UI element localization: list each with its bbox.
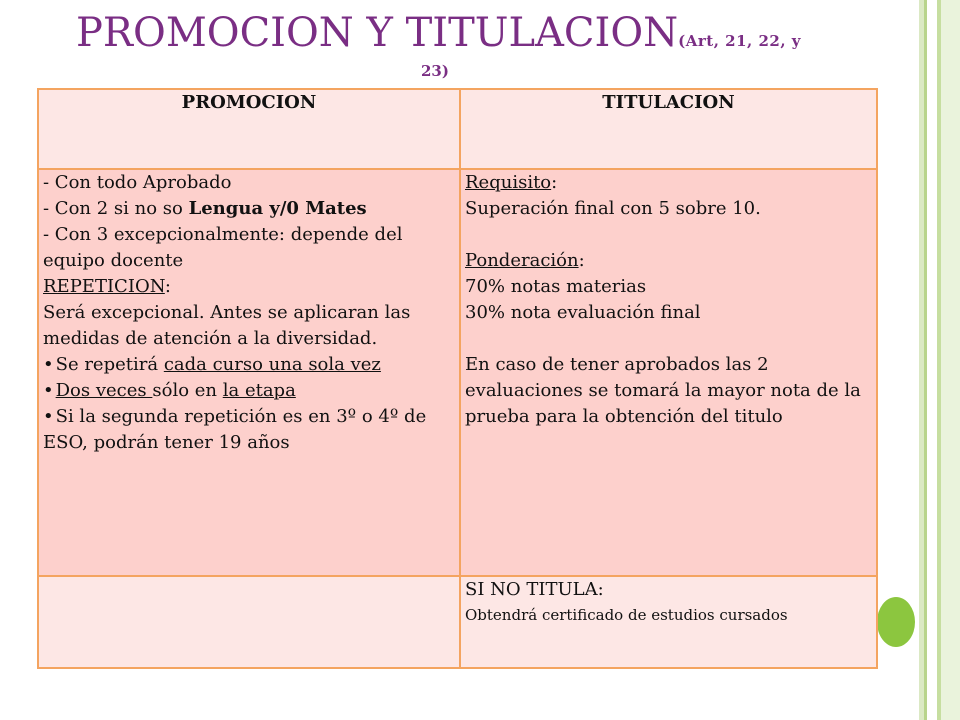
table-body-row bbox=[38, 169, 877, 576]
requisito-heading: Requisito: bbox=[465, 172, 558, 193]
ponderacion-line: 70% notas materias bbox=[465, 276, 647, 297]
header-titulacion: TITULACION bbox=[460, 89, 877, 169]
promocion-emphasis: Lengua y/0 Mates bbox=[188, 198, 367, 219]
footer-cell bbox=[460, 576, 877, 668]
promotion-table bbox=[37, 88, 878, 669]
promocion-line: - Con 3 excepcionalmente: depende del equipo docente bbox=[43, 224, 403, 271]
promocion-line: - Con todo Aprobado bbox=[43, 172, 232, 193]
footer-empty-cell bbox=[38, 576, 460, 668]
slide-title-text: PROMOCION Y TITULACION bbox=[76, 10, 679, 56]
table-footer-row bbox=[38, 576, 877, 668]
certificado-text: Obtendrá certificado de estudios cursados bbox=[465, 606, 788, 624]
slide-title-reference: (Art, 21, 22, y bbox=[678, 32, 802, 50]
promocion-line: - Con 2 si no so Lengua y/0 Mates bbox=[43, 198, 367, 219]
si-no-titula: SI NO TITULA: bbox=[465, 579, 604, 600]
requisito-text: Superación final con 5 sobre 10. bbox=[465, 198, 761, 219]
ponderacion-heading: Ponderación: bbox=[465, 250, 585, 271]
spacer bbox=[465, 326, 872, 352]
repeticion-heading: REPETICION: bbox=[43, 276, 171, 297]
table-header-row bbox=[38, 89, 877, 169]
caso-text: En caso de tener aprobados las 2 evaluaciones se tomará la mayor nota de la prueba para la obtención del titulo bbox=[465, 354, 861, 427]
slide-title bbox=[76, 10, 896, 64]
titulacion-cell bbox=[460, 169, 877, 576]
bullet-item: • Si la segunda repetición es en 3º o 4º de ESO, podrán tener 19 años bbox=[43, 404, 455, 456]
spacer bbox=[465, 222, 872, 248]
green-circle-decoration bbox=[877, 597, 915, 647]
promocion-cell bbox=[38, 169, 460, 576]
decor-stripe bbox=[941, 0, 960, 720]
slide-title-reference-cont: 23) bbox=[421, 62, 449, 80]
bullet-item: • Dos veces sólo en la etapa bbox=[43, 378, 455, 404]
header-promocion: PROMOCION bbox=[38, 89, 460, 169]
repeticion-text: Será excepcional. Antes se aplicaran las medidas de atención a la diversidad. bbox=[43, 302, 411, 349]
bullet-item: • Se repetirá cada curso una sola vez bbox=[43, 352, 455, 378]
decor-stripe bbox=[927, 0, 937, 720]
ponderacion-line: 30% nota evaluación final bbox=[465, 302, 701, 323]
